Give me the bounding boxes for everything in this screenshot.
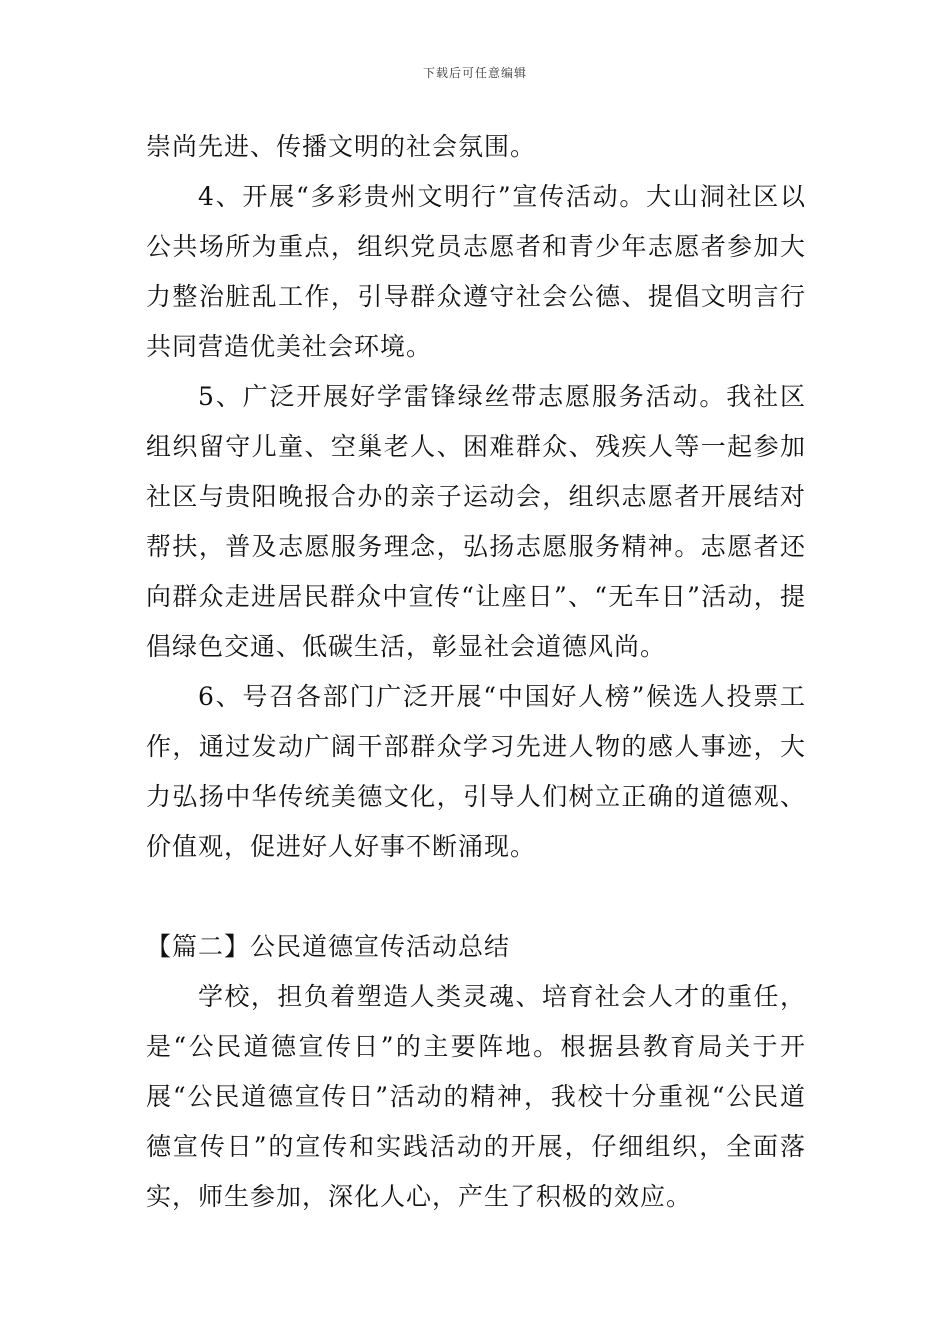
section-spacer	[146, 872, 806, 922]
paragraph-item-6: 6、号召各部门广泛开展“中国好人榜”候选人投票工作，通过发动广阔干部群众学习先进人物的感人事迹，大力弘扬中华传统美德文化，引导人们树立正确的道德观、价值观，促进好人好事不断涌现。	[146, 682, 806, 861]
paragraph-item-4: 4、开展“多彩贵州文明行”宣传活动。大山洞社区以公共场所为重点，组织党员志愿者和青少年志愿者参加大力整治脏乱工作，引导群众遵守社会公德、提倡文明言行共同营造优美社会环境。	[146, 182, 806, 361]
document-body	[146, 122, 806, 1222]
section-heading: 【篇二】公民道德宣传活动总结	[146, 932, 511, 961]
paragraph-continuation: 崇尚先进、传播文明的社会氛围。	[146, 132, 537, 161]
page-header-note: 下载后可任意编辑	[422, 66, 527, 80]
section-intro-paragraph: 学校，担负着塑造人类灵魂、培育社会人才的重任，是“公民道德宣传日”的主要阵地。根据县教育局关于开展“公民道德宣传日”活动的精神，我校十分重视“公民道德宣传日”的宣传和实践活动的开展，仔细组织，全面落实，师生参加，深化人心，产生了积极的效应。	[146, 982, 806, 1211]
paragraph-item-5: 5、广泛开展好学雷锋绿丝带志愿服务活动。我社区组织留守儿童、空巢老人、困难群众、残疾人等一起参加社区与贵阳晚报合办的亲子运动会，组织志愿者开展结对帮扶，普及志愿服务理念，弘扬志愿服务精神。志愿者还向群众走进居民群众中宣传“让座日”、“无车日”活动，提倡绿色交通、低碳生活，彰显社会道德风尚。	[146, 382, 806, 661]
